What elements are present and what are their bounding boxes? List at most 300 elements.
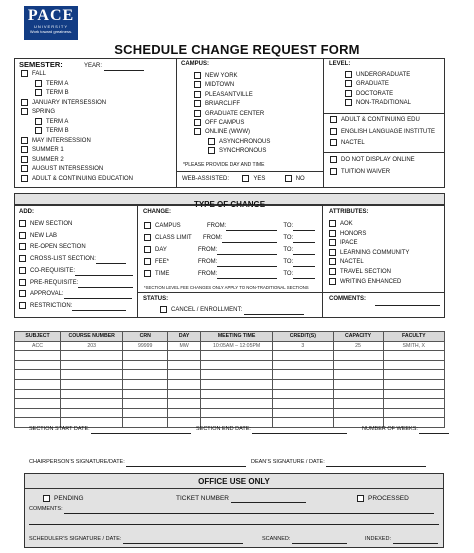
attribute-item[interactable] — [329, 239, 358, 248]
level-item[interactable] — [345, 80, 389, 89]
table-cell[interactable] — [15, 389, 61, 399]
add-item[interactable] — [19, 243, 86, 252]
semester-item[interactable] — [21, 156, 64, 165]
attribute-item-label: IPACE — [340, 240, 358, 247]
level-graduate-checkbox[interactable] — [345, 80, 352, 87]
table-cell[interactable] — [333, 399, 383, 409]
chairperson-signature-field[interactable] — [126, 459, 246, 467]
attribute-item[interactable] — [329, 220, 353, 229]
change-time-checkbox[interactable] — [144, 270, 151, 277]
table-cell[interactable] — [61, 379, 123, 389]
semester-summer-1-checkbox[interactable] — [21, 146, 28, 153]
table-cell[interactable] — [123, 379, 168, 389]
column-header: SUBJECT — [15, 332, 61, 342]
attribute-item[interactable] — [329, 249, 409, 258]
add-item-label: RESTRICTION: — [30, 302, 73, 309]
table-cell[interactable] — [273, 379, 334, 389]
change-class-limit-to-field[interactable] — [293, 235, 315, 243]
semester-item[interactable] — [35, 89, 69, 98]
pending-checkbox[interactable] — [43, 495, 50, 502]
table-row — [15, 370, 445, 380]
table-cell[interactable] — [383, 370, 444, 380]
table-cell[interactable] — [123, 351, 168, 361]
campus-off-campus-checkbox[interactable] — [194, 119, 201, 126]
attribute-item[interactable] — [329, 268, 391, 277]
semester-january-intersession-checkbox[interactable] — [21, 99, 28, 106]
ticket-number-label: TICKET NUMBER — [176, 495, 229, 502]
change-day-to-field[interactable] — [293, 247, 315, 255]
form-title: SCHEDULE CHANGE REQUEST FORM — [114, 42, 360, 57]
campus-midtown-checkbox[interactable] — [194, 81, 201, 88]
campus-item[interactable] — [208, 138, 270, 147]
semester-adult-continuing-education-checkbox[interactable] — [21, 175, 28, 182]
level-item-label: DOCTORATE — [356, 90, 394, 97]
table-cell[interactable] — [168, 399, 201, 409]
to-label: TO: — [283, 223, 294, 229]
campus-item-label: NEW YORK — [205, 73, 238, 80]
add-item[interactable] — [19, 232, 57, 241]
web-assisted-yes-checkbox[interactable] — [242, 175, 249, 182]
level-group2-item[interactable] — [330, 139, 365, 148]
section-end-date-field[interactable] — [252, 426, 347, 434]
level-group2-nactel-checkbox[interactable] — [330, 139, 337, 146]
change-time-to-field[interactable] — [293, 271, 315, 279]
level-item[interactable] — [345, 90, 393, 99]
table-cell[interactable] — [15, 408, 61, 418]
table-cell[interactable] — [333, 408, 383, 418]
level-doctorate-checkbox[interactable] — [345, 90, 352, 97]
table-cell[interactable] — [123, 389, 168, 399]
add-item-label: NEW LAB — [30, 232, 58, 239]
semester-item[interactable] — [21, 70, 46, 79]
table-cell[interactable] — [333, 351, 383, 361]
table-cell[interactable] — [273, 408, 334, 418]
campus-item-label: BRIARCLIFF — [205, 101, 241, 108]
table-cell[interactable]: 10:05AM – 12:05PM — [201, 341, 273, 351]
table-cell[interactable] — [201, 379, 273, 389]
semester-spring-checkbox[interactable] — [21, 108, 28, 115]
attribute-honors-checkbox[interactable] — [329, 230, 336, 237]
scanned-field[interactable] — [292, 536, 347, 544]
add-item[interactable] — [19, 290, 132, 299]
processed-checkbox[interactable] — [357, 495, 364, 502]
table-cell[interactable]: SMITH, X — [383, 341, 444, 351]
attribute-item-label: LEARNING COMMUNITY — [340, 249, 410, 256]
table-cell[interactable] — [123, 360, 168, 370]
table-cell[interactable] — [201, 408, 273, 418]
section-start-date-field[interactable] — [91, 426, 191, 434]
table-cell[interactable] — [168, 370, 201, 380]
change-day-from-field[interactable] — [217, 247, 277, 255]
add-re-open-section-checkbox[interactable] — [19, 243, 26, 250]
column-header: FACULTY — [383, 332, 444, 342]
dean-signature-field[interactable] — [326, 459, 426, 467]
level-group2-english-language-institute-checkbox[interactable] — [330, 128, 337, 135]
semester-term-b-checkbox[interactable] — [35, 89, 42, 96]
table-cell[interactable] — [273, 399, 334, 409]
attribute-item-label: WRITING ENHANCED — [340, 278, 402, 285]
change-from-to — [203, 234, 315, 243]
change-item[interactable] — [144, 258, 169, 267]
semester-item[interactable] — [21, 108, 55, 117]
table-cell[interactable] — [333, 360, 383, 370]
attribute-travel-section-checkbox[interactable] — [329, 268, 336, 275]
table-cell[interactable] — [273, 360, 334, 370]
attributes-header: ATTRIBUTES: — [329, 209, 369, 215]
attribute-ipace-checkbox[interactable] — [329, 239, 336, 246]
number-of-weeks-field[interactable] — [419, 426, 449, 434]
office-use-header: OFFICE USE ONLY — [198, 477, 270, 486]
campus-item[interactable] — [194, 100, 240, 109]
semester-item-label: TERM A — [46, 118, 69, 125]
cancel-enrollment-field[interactable] — [244, 307, 304, 315]
campus-synchronous-checkbox[interactable] — [208, 147, 215, 154]
add-item[interactable] — [19, 279, 133, 288]
campus-item[interactable] — [194, 119, 244, 128]
logo-tagline: Work toward greatness. — [29, 29, 73, 34]
level-item-label: UNDERGRADUATE — [356, 72, 411, 79]
processed-label: PROCESSED — [368, 495, 409, 502]
column-header: MEETING TIME — [201, 332, 273, 342]
table-cell[interactable] — [201, 370, 273, 380]
campus-graduate-center-checkbox[interactable] — [194, 110, 201, 117]
add-new-section-checkbox[interactable] — [19, 220, 26, 227]
semester-item-label: JANUARY INTERSESSION — [32, 99, 107, 106]
to-label: TO: — [283, 235, 294, 241]
column-header: CAPACITY — [333, 332, 383, 342]
change-campus-to-field[interactable] — [293, 223, 315, 231]
level-item[interactable] — [345, 99, 411, 108]
from-label: FROM: — [207, 223, 227, 229]
attribute-item[interactable] — [329, 278, 401, 287]
semester-item[interactable] — [21, 146, 64, 155]
level-group3-item[interactable] — [330, 156, 415, 165]
add-new-lab-checkbox[interactable] — [19, 232, 26, 239]
dean-signature-label: DEAN’S SIGNATURE / DATE: — [251, 459, 325, 465]
indexed-field[interactable] — [393, 536, 438, 544]
status-header: STATUS: — [143, 296, 169, 302]
semester-item-label: MAY INTERSESSION — [32, 137, 91, 144]
table-cell[interactable] — [61, 370, 123, 380]
add-item[interactable] — [19, 255, 126, 264]
semester-item[interactable] — [35, 127, 69, 136]
semester-item[interactable] — [21, 137, 91, 146]
logo-text: PACE — [27, 7, 75, 24]
table-cell[interactable] — [201, 360, 273, 370]
level-group3-item-label: DO NOT DISPLAY ONLINE — [341, 157, 415, 164]
logo-subtext: UNIVERSITY — [33, 24, 68, 29]
web-assisted-no-label: NO — [295, 176, 305, 183]
number-of-weeks-label: NUMBER OF WEEKS: — [362, 426, 418, 432]
level-group2-adult-continuing-edu-checkbox[interactable] — [330, 116, 337, 123]
to-label: TO: — [283, 259, 294, 265]
table-cell[interactable] — [15, 370, 61, 380]
section-end-date-label: SECTION END DATE: — [196, 426, 251, 432]
change-class-limit-from-field[interactable] — [222, 235, 277, 243]
level-item[interactable] — [345, 71, 410, 80]
indexed-label: INDEXED: — [365, 536, 391, 542]
campus-item-label: MIDTOWN — [205, 82, 235, 89]
type-of-change-header: TYPE OF CHANGE — [193, 200, 266, 209]
semester-item[interactable] — [21, 99, 106, 108]
level-non-traditional-checkbox[interactable] — [345, 99, 352, 106]
attribute-item[interactable] — [329, 258, 364, 267]
course-table — [14, 331, 445, 428]
table-cell[interactable] — [123, 408, 168, 418]
office-comments-label: COMMENTS: — [29, 506, 63, 512]
table-cell[interactable] — [168, 360, 201, 370]
table-cell[interactable] — [333, 389, 383, 399]
campus-item-label: PLEASANTVILLE — [205, 91, 253, 98]
change-class-limit-checkbox[interactable] — [144, 234, 151, 241]
from-label: FROM: — [203, 235, 223, 241]
level-group2-item[interactable] — [330, 128, 435, 137]
add-pre-requisite-checkbox[interactable] — [19, 279, 26, 286]
level-item-label: NON-TRADITIONAL — [356, 100, 412, 107]
add-item-label: RE-OPEN SECTION — [30, 244, 86, 251]
level-group2-item-label: NACTEL — [341, 140, 365, 147]
table-cell[interactable] — [273, 389, 334, 399]
change-item-label: CLASS LIMIT — [155, 235, 192, 242]
column-header: COURSE NUMBER — [61, 332, 123, 342]
table-cell[interactable] — [123, 370, 168, 380]
campus-item[interactable] — [194, 91, 253, 100]
table-cell[interactable] — [383, 399, 444, 409]
scheduler-signature-field[interactable] — [123, 536, 243, 544]
from-label: FROM: — [198, 271, 218, 277]
level-group2-item-label: ENGLISH LANGUAGE INSTITUTE — [341, 128, 436, 135]
semester-item-label: TERM B — [46, 128, 69, 135]
add-item[interactable] — [19, 220, 72, 229]
table-cell[interactable] — [383, 351, 444, 361]
change-item[interactable] — [144, 270, 169, 279]
add-approval-field[interactable] — [64, 291, 132, 299]
change-item[interactable] — [144, 234, 192, 243]
semester-item[interactable] — [35, 80, 68, 89]
change-day-checkbox[interactable] — [144, 246, 151, 253]
semester-term-b-checkbox[interactable] — [35, 127, 42, 134]
attribute-learning-community-checkbox[interactable] — [329, 249, 336, 256]
change-campus-from-field[interactable] — [226, 223, 277, 231]
campus-item[interactable] — [194, 81, 234, 90]
table-cell[interactable] — [383, 389, 444, 399]
semester-header: SEMESTER: — [19, 60, 63, 69]
campus-note: *PLEASE PROVIDE DAY AND TIME — [183, 162, 265, 168]
attribute-writing-enhanced-checkbox[interactable] — [329, 278, 336, 285]
cancel-enrollment-checkbox[interactable] — [160, 306, 167, 313]
level-group3-do-not-display-online-checkbox[interactable] — [330, 156, 337, 163]
semester-fall-checkbox[interactable] — [21, 70, 28, 77]
table-row — [15, 351, 445, 361]
campus-item[interactable] — [194, 128, 250, 137]
add-restriction-field[interactable] — [72, 303, 126, 311]
change-from-to — [198, 270, 315, 279]
column-header: CREDIT(S) — [273, 332, 334, 342]
table-cell[interactable] — [383, 408, 444, 418]
table-cell[interactable] — [201, 399, 273, 409]
office-comments-line-2[interactable] — [29, 524, 439, 525]
level-header: LEVEL: — [329, 61, 351, 67]
change-fee-checkbox[interactable] — [144, 258, 151, 265]
add-pre-requisite-field[interactable] — [78, 280, 133, 288]
table-row — [15, 399, 445, 409]
comments-header-line — [375, 305, 440, 306]
change-item[interactable] — [144, 246, 167, 255]
table-cell[interactable]: 99999 — [123, 341, 168, 351]
add-item-label: NEW SECTION — [30, 221, 73, 228]
semester-item-label: TERM B — [46, 90, 69, 97]
semester-summer-2-checkbox[interactable] — [21, 156, 28, 163]
table-cell[interactable] — [61, 389, 123, 399]
scanned-label: SCANNED: — [262, 536, 291, 542]
table-cell[interactable] — [15, 360, 61, 370]
ticket-number-field[interactable] — [231, 495, 306, 503]
semester-term-a-checkbox[interactable] — [35, 80, 42, 87]
chairperson-signature-label: CHAIRPERSON’S SIGNATURE/DATE: — [29, 459, 125, 465]
attribute-item-label: HONORS — [340, 230, 367, 237]
table-cell[interactable] — [61, 408, 123, 418]
campus-item[interactable] — [194, 72, 238, 81]
level-undergraduate-checkbox[interactable] — [345, 71, 352, 78]
table-cell[interactable] — [168, 389, 201, 399]
add-restriction-checkbox[interactable] — [19, 302, 26, 309]
campus-item[interactable] — [194, 110, 264, 119]
pace-logo — [24, 6, 78, 40]
year-label: YEAR: — [84, 63, 103, 69]
campus-item-label: GRADUATE CENTER — [205, 110, 265, 117]
campus-item-label: SYNCHRONOUS — [219, 148, 267, 155]
change-campus-checkbox[interactable] — [144, 222, 151, 229]
semester-item-label: FALL — [32, 71, 47, 78]
comments-header: COMMENTS: — [329, 296, 366, 302]
campus-new-york-checkbox[interactable] — [194, 72, 201, 79]
campus-asynchronous-checkbox[interactable] — [208, 138, 215, 145]
table-cell[interactable] — [168, 408, 201, 418]
from-label: FROM: — [198, 259, 218, 265]
table-row — [15, 360, 445, 370]
add-item[interactable] — [19, 267, 133, 276]
change-item-label: TIME — [155, 271, 170, 278]
year-field[interactable] — [104, 63, 144, 71]
add-co-requisite-field[interactable] — [75, 268, 133, 276]
semester-item[interactable] — [35, 118, 68, 127]
attribute-nactel-checkbox[interactable] — [329, 258, 336, 265]
table-cell[interactable]: 3 — [273, 341, 334, 351]
table-cell[interactable] — [15, 351, 61, 361]
add-item-label: APPROVAL: — [30, 291, 64, 298]
table-cell[interactable]: 203 — [61, 341, 123, 351]
table-cell[interactable]: 25 — [333, 341, 383, 351]
add-cross-list-section-field[interactable] — [96, 256, 126, 264]
table-cell[interactable] — [273, 370, 334, 380]
table-cell[interactable] — [333, 370, 383, 380]
semester-item[interactable] — [21, 175, 133, 184]
campus-online-www-checkbox[interactable] — [194, 128, 201, 135]
change-from-to — [198, 246, 315, 255]
level-group3-item[interactable] — [330, 168, 390, 177]
column-header: DAY — [168, 332, 201, 342]
add-item-label: CO-REQUISITE: — [30, 267, 76, 274]
office-use-divider — [24, 488, 444, 489]
add-co-requisite-checkbox[interactable] — [19, 267, 26, 274]
web-assisted-yes-label: YES — [253, 176, 266, 183]
table-cell[interactable] — [201, 351, 273, 361]
pending-label: PENDING — [54, 495, 84, 502]
table-cell[interactable] — [383, 360, 444, 370]
semester-item-label: ADULT & CONTINUING EDUCATION — [32, 175, 134, 182]
campus-briarcliff-checkbox[interactable] — [194, 100, 201, 107]
semester-item[interactable] — [21, 165, 103, 174]
semester-item-label: SUMMER 1 — [32, 147, 64, 154]
attribute-item[interactable] — [329, 230, 366, 239]
change-from-to — [198, 258, 315, 267]
table-cell[interactable] — [61, 399, 123, 409]
semester-item-label: SUMMER 2 — [32, 156, 64, 163]
web-assisted-no-checkbox[interactable] — [285, 175, 292, 182]
table-row — [15, 389, 445, 399]
table-cell[interactable] — [123, 399, 168, 409]
level-item-label: GRADUATE — [356, 81, 389, 88]
table-cell[interactable] — [15, 399, 61, 409]
table-cell[interactable] — [61, 360, 123, 370]
attribute-aok-checkbox[interactable] — [329, 220, 336, 227]
level-group3-item-label: TUITION WAIVER — [341, 168, 391, 175]
semester-august-intersession-checkbox[interactable] — [21, 165, 28, 172]
table-cell[interactable] — [61, 351, 123, 361]
change-time-from-field[interactable] — [217, 271, 277, 279]
level-group2-item[interactable] — [330, 116, 420, 125]
office-comments-field[interactable] — [64, 506, 434, 514]
change-header: CHANGE: — [143, 209, 171, 215]
campus-item[interactable] — [208, 147, 266, 156]
change-item[interactable] — [144, 222, 181, 231]
campus-item-label: OFF CAMPUS — [205, 120, 245, 127]
add-approval-checkbox[interactable] — [19, 290, 26, 297]
table-cell[interactable]: ACC — [15, 341, 61, 351]
add-header: ADD: — [19, 209, 34, 215]
campus-pleasantville-checkbox[interactable] — [194, 91, 201, 98]
campus-item-label: ONLINE (WWW) — [205, 129, 250, 136]
cancel-enrollment-label: CANCEL / ENROLLMENT: — [171, 307, 243, 314]
table-row — [15, 408, 445, 418]
semester-term-a-checkbox[interactable] — [35, 118, 42, 125]
semester-item-label: TERM A — [46, 80, 69, 87]
change-item-label: DAY — [155, 247, 167, 254]
table-cell[interactable] — [201, 389, 273, 399]
campus-header: CAMPUS: — [181, 61, 209, 67]
level-group3-tuition-waiver-checkbox[interactable] — [330, 168, 337, 175]
table-cell[interactable] — [333, 379, 383, 389]
to-label: TO: — [283, 271, 294, 277]
table-cell[interactable] — [168, 351, 201, 361]
change-fee-from-field[interactable] — [217, 259, 277, 267]
change-item-label: CAMPUS — [155, 223, 181, 230]
table-cell[interactable] — [273, 351, 334, 361]
semester-may-intersession-checkbox[interactable] — [21, 137, 28, 144]
table-cell[interactable] — [168, 379, 201, 389]
add-item[interactable] — [19, 302, 126, 311]
semester-item-label: AUGUST INTERSESSION — [32, 166, 104, 173]
table-cell[interactable]: MW — [168, 341, 201, 351]
table-cell[interactable] — [383, 379, 444, 389]
table-cell[interactable] — [15, 379, 61, 389]
add-item-label: CROSS-LIST SECTION: — [30, 256, 96, 263]
add-cross-list-section-checkbox[interactable] — [19, 255, 26, 262]
change-fee-to-field[interactable] — [293, 259, 315, 267]
semester-item-label: SPRING — [32, 109, 56, 116]
campus-item-label: ASYNCHRONOUS — [219, 138, 271, 145]
change-item-label: FEE* — [155, 259, 170, 266]
